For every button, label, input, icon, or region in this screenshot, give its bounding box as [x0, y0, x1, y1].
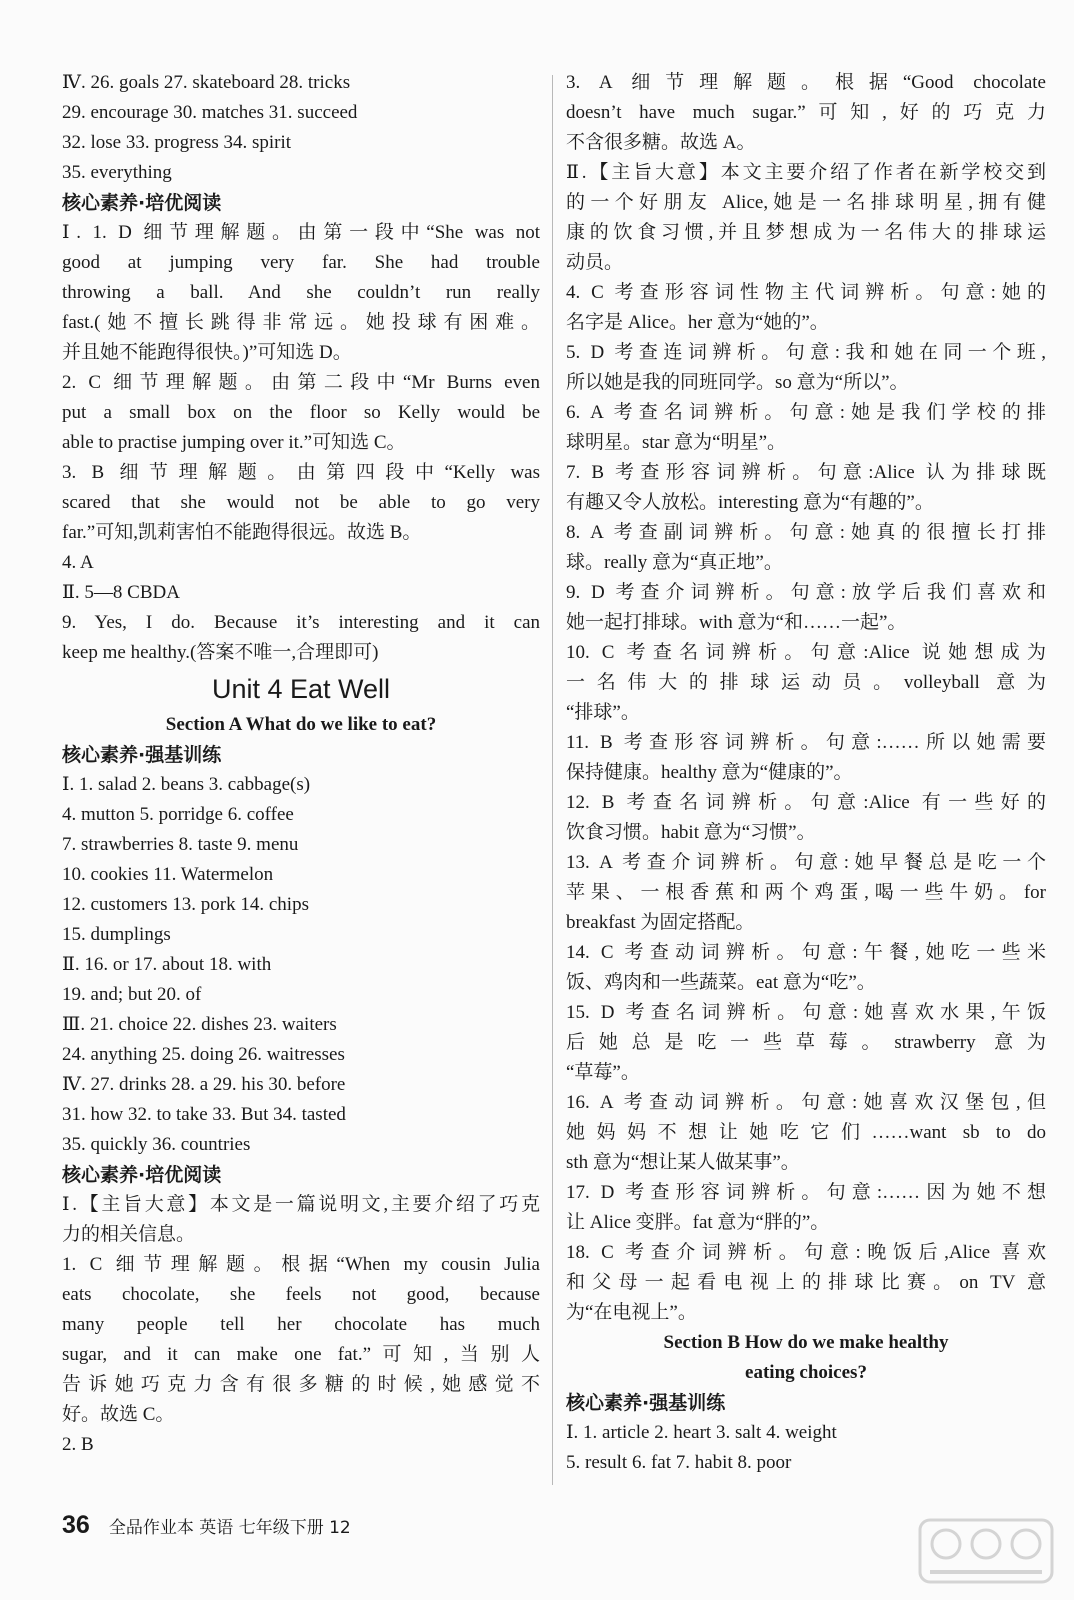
text-line: Ⅲ. 21. choice 22. dishes 23. waiters — [62, 1014, 337, 1035]
text-line: 18. C 考查介词辨析。句意:晚饭后,Alice 喜欢 — [566, 1242, 1046, 1263]
text-line: Ⅱ. 5—8 CBDA — [62, 582, 180, 603]
text-line: sugar, and it can make one fat.”可知,当别人 — [62, 1344, 540, 1365]
text-line: 19. and; but 20. of — [62, 984, 202, 1005]
section-heading: 核心素养·强基训练 — [62, 744, 222, 766]
section-heading: 核心素养·强基训练 — [566, 1392, 726, 1414]
text-line: 动员。 — [566, 252, 624, 273]
text-line: 10. C 考查名词辨析。句意:Alice 说她想成为 — [566, 642, 1046, 663]
text-line: Ⅳ. 26. goals 27. skateboard 28. tricks — [62, 72, 351, 93]
section-heading: 核心素养·培优阅读 — [62, 192, 222, 214]
text-line: 让 Alice 变胖。fat 意为“胖的”。 — [566, 1212, 830, 1233]
text-line: Ⅰ. 1. article 2. heart 3. salt 4. weight — [566, 1422, 837, 1443]
text-line: 31. how 32. to take 33. But 34. tasted — [62, 1104, 346, 1125]
text-line: Ⅰ.【主旨大意】本文是一篇说明文,主要介绍了巧克 — [62, 1194, 540, 1215]
text-line: 11. B 考查形容词辨析。句意:……所以她需要 — [566, 732, 1046, 753]
text-line: sth 意为“想让某人做某事”。 — [566, 1152, 800, 1173]
text-line: 保持健康。healthy 意为“健康的”。 — [566, 762, 853, 783]
text-line: Ⅳ. 27. drinks 28. a 29. his 30. before — [62, 1074, 346, 1095]
text-line: 1. C 细节理解题。根据“When my cousin Julia — [62, 1254, 540, 1275]
watermark-logo — [916, 1516, 1056, 1586]
text-line: 14. C 考查动词辨析。句意:午餐,她吃一些米 — [566, 942, 1046, 963]
text-line: 名字是 Alice。her 意为“她的”。 — [566, 312, 829, 333]
text-line: 不含很多糖。故选 A。 — [566, 132, 756, 153]
left-column — [62, 68, 540, 1460]
text-line: 饮食习惯。habit 意为“习惯”。 — [566, 822, 816, 843]
text-line: 她一起打排球。with 意为“和……一起”。 — [566, 612, 907, 633]
text-line: Ⅰ. 1. salad 2. beans 3. cabbage(s) — [62, 774, 311, 795]
text-line: 有趣又令人放松。interesting 意为“有趣的”。 — [566, 492, 934, 513]
text-line: 康的饮食习惯,并且梦想成为一名伟大的排球运 — [566, 222, 1046, 243]
text-line: Ⅰ. 1. D 细节理解题。由第一段中“She was not — [62, 222, 540, 243]
text-line: doesn’t have much sugar.”可知,好的巧克力 — [566, 102, 1046, 123]
column-divider — [552, 75, 553, 1485]
text-line: 的一个好朋友 Alice,她是一名排球明星,拥有健 — [566, 192, 1046, 213]
text-line: 3. A 细节理解题。根据“Good chocolate — [566, 72, 1046, 93]
text-line: good at jumping very far. She had trouble — [62, 252, 540, 273]
text-line: 2. C 细节理解题。由第二段中“Mr Burns even — [62, 372, 540, 393]
text-line: 一名伟大的排球运动员。volleyball 意为 — [566, 672, 1046, 693]
text-line: fast.(她不擅长跳得非常远。她投球有困难。 — [62, 312, 540, 333]
text-line: 3. B 细节理解题。由第四段中“Kelly was — [62, 462, 540, 483]
text-line: 7. B 考查形容词辨析。句意:Alice 认为排球既 — [566, 462, 1046, 483]
text-line: Ⅱ. 16. or 17. about 18. with — [62, 954, 272, 975]
text-line: 所以她是我的同班同学。so 意为“所以”。 — [566, 372, 909, 393]
text-line: keep me healthy.(答案不唯一,合理即可) — [62, 642, 379, 663]
text-line: 2. B — [62, 1434, 94, 1455]
text-line: breakfast 为固定搭配。 — [566, 912, 755, 933]
right-column — [566, 68, 1046, 1478]
text-line: 35. everything — [62, 162, 172, 183]
text-line: far.”可知,凯莉害怕不能跑得很远。故选 B。 — [62, 522, 422, 543]
text-line: 并且她不能跑得很快。)”可知选 D。 — [62, 342, 352, 363]
text-line: 8. A 考查副词辨析。句意:她真的很擅长打排 — [566, 522, 1046, 543]
text-line: 她妈妈不想让她吃它们……want sb to do — [566, 1122, 1046, 1143]
text-line: 17. D 考查形容词辨析。句意:……因为她不想 — [566, 1182, 1046, 1203]
text-line: 15. dumplings — [62, 924, 171, 945]
text-line: 9. Yes, I do. Because it’s interesting and it can — [62, 612, 540, 633]
section-title: eating choices? — [745, 1362, 867, 1383]
text-line: 后她总是吃一些草莓。strawberry 意为 — [566, 1032, 1046, 1053]
text-line: put a small box on the floor so Kelly would be — [62, 402, 540, 423]
unit-title: Unit 4 Eat Well — [211, 674, 391, 704]
text-line: 24. anything 25. doing 26. waitresses — [62, 1044, 345, 1065]
text-line: 4. mutton 5. porridge 6. coffee — [62, 804, 294, 825]
text-line: 饭、鸡肉和一些蔬菜。eat 意为“吃”。 — [566, 972, 876, 993]
text-line: 15. D 考查名词辨析。句意:她喜欢水果,午饭 — [566, 1002, 1046, 1023]
text-line: 35. quickly 36. countries — [62, 1134, 251, 1155]
text-line: 球。really 意为“真正地”。 — [566, 552, 783, 573]
text-line: 4. C 考查形容词性物主代词辨析。句意:她的 — [566, 282, 1046, 303]
text-line: 12. B 考查名词辨析。句意:Alice 有一些好的 — [566, 792, 1046, 813]
page-footer — [62, 1508, 351, 1542]
text-line: “排球”。 — [566, 702, 640, 723]
text-line: 5. result 6. fat 7. habit 8. poor — [566, 1452, 792, 1473]
text-line: able to practise jumping over it.”可知选 C。 — [62, 432, 406, 453]
text-line: throwing a ball. And she couldn’t run really — [62, 282, 540, 303]
section-heading: 核心素养·培优阅读 — [62, 1164, 222, 1186]
text-line: 9. D 考查介词辨析。句意:放学后我们喜欢和 — [566, 582, 1046, 603]
text-line: 10. cookies 11. Watermelon — [62, 864, 274, 885]
text-line: scared that she would not be able to go very — [62, 492, 540, 513]
text-line: eats chocolate, she feels not good, because — [62, 1284, 540, 1305]
text-line: 为“在电视上”。 — [566, 1302, 697, 1323]
text-line: 29. encourage 30. matches 31. succeed — [62, 102, 358, 123]
text-line: 5. D 考查连词辨析。句意:我和她在同一个班, — [566, 342, 1046, 363]
text-line: 7. strawberries 8. taste 9. menu — [62, 834, 299, 855]
text-line: 力的相关信息。 — [62, 1224, 196, 1245]
section-title: Section A What do we like to eat? — [165, 714, 437, 735]
text-line: 13. A 考查介词辨析。句意:她早餐总是吃一个 — [566, 852, 1046, 873]
section-title: Section B How do we make healthy — [663, 1332, 949, 1353]
text-line: 告诉她巧克力含有很多糖的时候,她感觉不 — [62, 1374, 540, 1395]
text-line: 和父母一起看电视上的排球比赛。on TV 意 — [566, 1272, 1046, 1293]
text-line: 好。故选 C。 — [62, 1404, 175, 1425]
text-line: many people tell her chocolate has much — [62, 1314, 540, 1335]
text-line: 4. A — [62, 552, 94, 573]
text-line: 12. customers 13. pork 14. chips — [62, 894, 309, 915]
text-line: 苹果、一根香蕉和两个鸡蛋,喝一些牛奶。for — [566, 882, 1046, 903]
text-line: 球明星。star 意为“明星”。 — [566, 432, 787, 453]
text-line: 16. A 考查动词辨析。句意:她喜欢汉堡包,但 — [566, 1092, 1046, 1113]
page-number: 36 — [62, 1511, 90, 1539]
text-line: Ⅱ.【主旨大意】本文主要介绍了作者在新学校交到 — [566, 162, 1046, 183]
book-title: 全品作业本 英语 七年级下册 12 — [108, 1518, 351, 1538]
text-line: 32. lose 33. progress 34. spirit — [62, 132, 292, 153]
text-line: “草莓”。 — [566, 1062, 640, 1083]
text-line: 6. A 考查名词辨析。句意:她是我们学校的排 — [566, 402, 1046, 423]
